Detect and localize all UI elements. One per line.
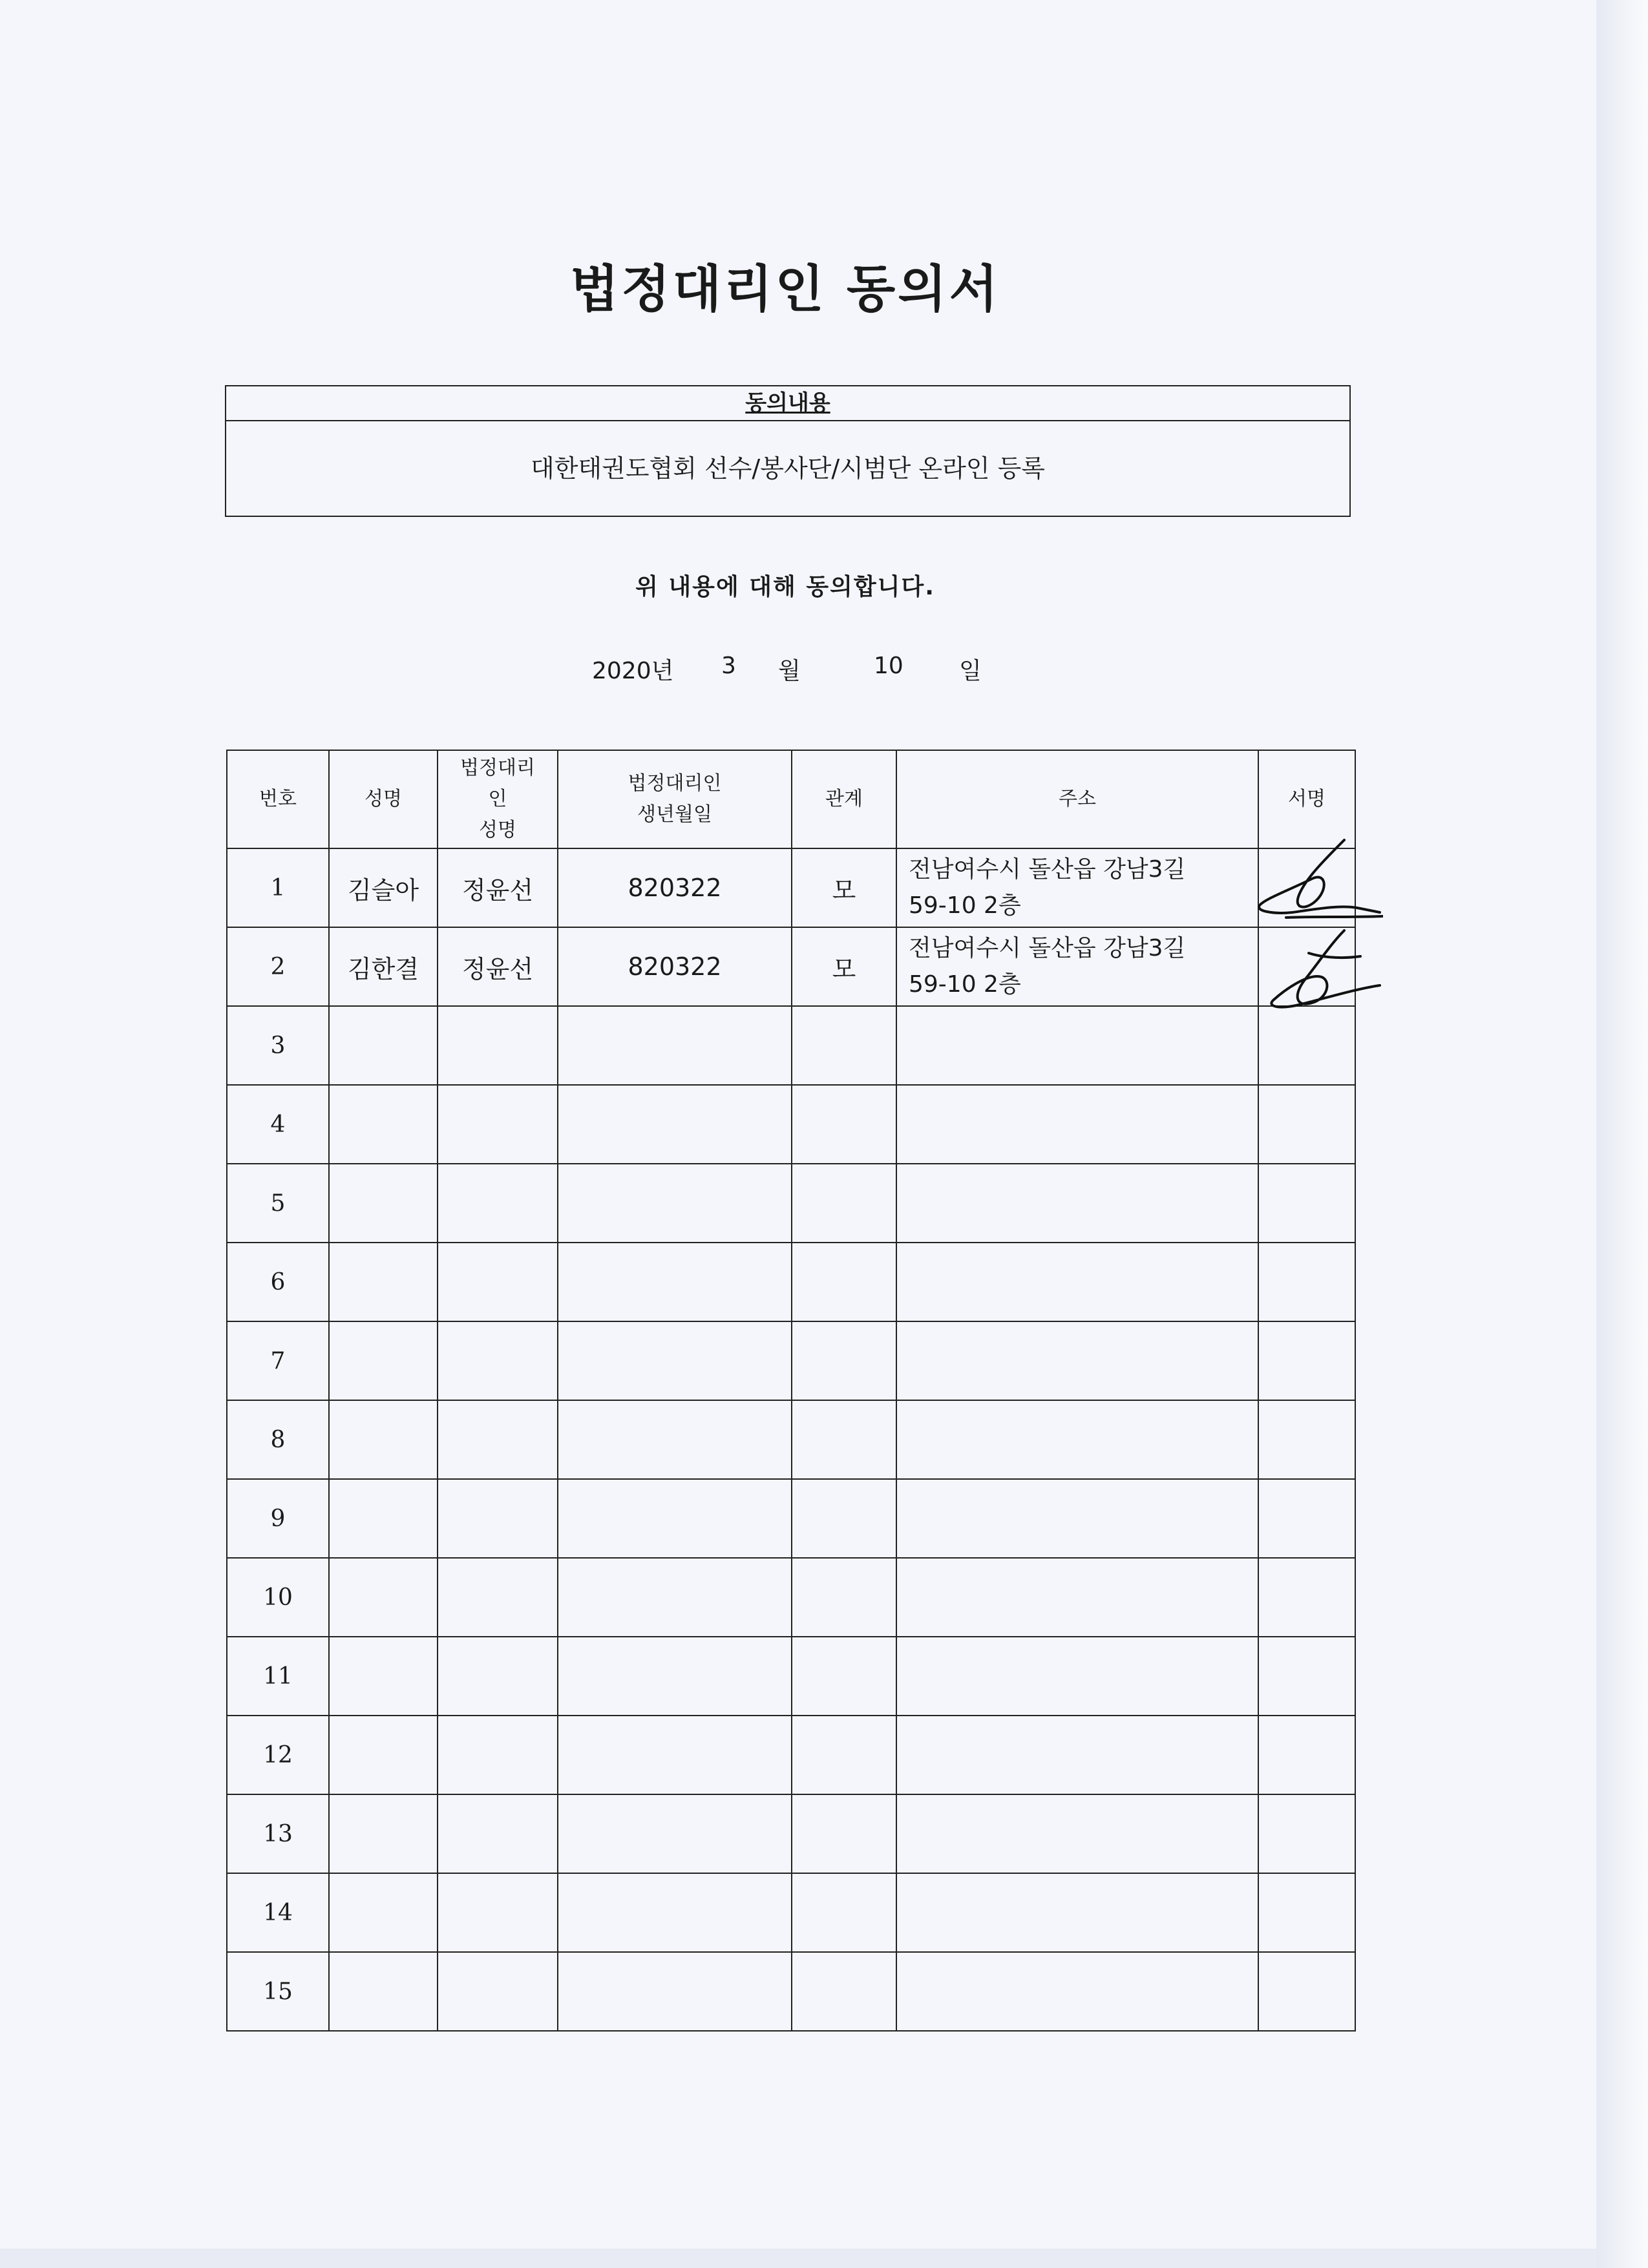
row-relation-cell [792, 1637, 896, 1716]
header-guardian-name-line2: 인 [488, 788, 507, 810]
table-body [227, 848, 1355, 2031]
row-address-line: 전남여수시 돌산읍 강남3길 [909, 856, 1186, 883]
row-guardian-birth-cell [558, 1321, 792, 1400]
table-row [227, 1716, 1355, 1794]
row-name-cell [329, 1873, 438, 1952]
row-name-cell [329, 1716, 438, 1794]
row-signature-cell [1258, 1321, 1355, 1400]
date-month: 3 [721, 653, 736, 679]
row-guardian-birth-cell [558, 1952, 792, 2031]
row-guardian-name-cell [438, 1085, 558, 1164]
date-month-unit: 월 [778, 658, 801, 684]
header-guardian-birth-line2: 생년월일 [637, 803, 712, 826]
table-row [227, 927, 1355, 1006]
header-guardian-name-line1: 법정대리 [460, 757, 535, 779]
header-signature: 서명 [1258, 750, 1355, 848]
row-address-cell [896, 1637, 1258, 1716]
row-guardian-name-cell [438, 1637, 558, 1716]
row-guardian-birth-cell: 820322 [558, 927, 792, 1006]
row-address-cell [896, 1006, 1258, 1085]
table-row [227, 1164, 1355, 1243]
row-relation-cell [792, 1164, 896, 1243]
header-relation: 관계 [792, 750, 896, 848]
row-guardian-name-cell [438, 1243, 558, 1321]
header-guardian-name-line3: 성명 [479, 819, 516, 841]
row-relation-cell: 모 [792, 848, 896, 927]
row-guardian-birth-cell [558, 1164, 792, 1243]
row-name-cell [329, 1321, 438, 1400]
table-row [227, 1321, 1355, 1400]
row-no-cell: 10 [227, 1558, 329, 1637]
row-no-cell: 7 [227, 1321, 329, 1400]
row-name-cell: 김한결 [329, 927, 438, 1006]
row-no-cell: 13 [227, 1794, 329, 1873]
table-row [227, 1952, 1355, 2031]
row-name-cell [329, 1006, 438, 1085]
row-address-cell [896, 1873, 1258, 1952]
row-address-line: 전남여수시 돌산읍 강남3길 [909, 935, 1186, 961]
row-signature-cell [1258, 1558, 1355, 1637]
row-guardian-name-cell [438, 1006, 558, 1085]
row-address-cell [896, 1243, 1258, 1321]
row-address-line: 59-10 2층 [909, 892, 1021, 919]
date-day-unit: 일 [959, 658, 982, 684]
row-address-cell [896, 848, 1258, 927]
header-name: 성명 [329, 750, 438, 848]
row-address-cell [896, 1321, 1258, 1400]
date-year: 2020년 [592, 658, 674, 684]
row-name-cell [329, 1558, 438, 1637]
header-no: 번호 [227, 750, 329, 848]
row-name-cell [329, 1794, 438, 1873]
row-no-cell: 14 [227, 1873, 329, 1952]
row-name-cell [329, 1479, 438, 1558]
table-row [227, 1400, 1355, 1479]
row-address-cell [896, 1558, 1258, 1637]
row-guardian-birth-cell [558, 1558, 792, 1637]
row-guardian-birth-cell: 820322 [558, 848, 792, 927]
table-row [227, 1006, 1355, 1085]
row-guardian-name-cell: 정윤선 [438, 848, 558, 927]
row-signature-cell [1258, 1716, 1355, 1794]
row-guardian-birth-cell [558, 1085, 792, 1164]
row-address-cell [896, 1164, 1258, 1243]
table-row [227, 1479, 1355, 1558]
header-guardian-birth [558, 750, 792, 848]
row-no-cell: 5 [227, 1164, 329, 1243]
row-relation-cell [792, 1085, 896, 1164]
row-no-cell: 11 [227, 1637, 329, 1716]
consent-heading: 동의내용 [745, 390, 830, 416]
row-no-cell: 1 [227, 848, 329, 927]
row-address-line: 59-10 2층 [909, 971, 1021, 998]
row-guardian-birth-cell [558, 1716, 792, 1794]
row-name-cell [329, 1243, 438, 1321]
row-guardian-name-cell [438, 1873, 558, 1952]
row-relation-cell [792, 1006, 896, 1085]
row-relation-cell [792, 1479, 896, 1558]
header-row [227, 750, 1355, 848]
row-guardian-name-cell [438, 1952, 558, 2031]
row-relation-cell [792, 1400, 896, 1479]
row-address-cell [896, 1716, 1258, 1794]
consent-content: 대한태권도협회 선수/봉사단/시범단 온라인 등록 [530, 454, 1045, 483]
consent-heading-cell [226, 386, 1349, 421]
row-guardian-birth-cell [558, 1400, 792, 1479]
row-relation-cell [792, 1716, 896, 1794]
row-relation-cell: 모 [792, 927, 896, 1006]
row-address-cell [896, 1400, 1258, 1479]
row-name-cell [329, 1952, 438, 2031]
row-relation-cell [792, 1952, 896, 2031]
row-signature-cell [1258, 1243, 1355, 1321]
header-address: 주소 [896, 750, 1258, 848]
row-no-cell: 3 [227, 1006, 329, 1085]
row-signature-cell [1258, 1400, 1355, 1479]
row-address-cell [896, 1952, 1258, 2031]
row-relation-cell [792, 1243, 896, 1321]
row-name-cell [329, 1400, 438, 1479]
document-title: 법정대리인 동의서 [570, 260, 1000, 319]
row-guardian-birth-cell [558, 1479, 792, 1558]
table-row [227, 1873, 1355, 1952]
row-no-cell: 8 [227, 1400, 329, 1479]
handwritten-signature [1247, 834, 1383, 1021]
row-signature-cell [1258, 1637, 1355, 1716]
row-address-cell [896, 927, 1258, 1006]
row-signature-cell [1258, 1794, 1355, 1873]
agree-statement: 위 내용에 대해 동의합니다. [635, 574, 935, 600]
row-name-cell [329, 1637, 438, 1716]
scan-edge-shadow [1596, 0, 1648, 2268]
table-row [227, 1243, 1355, 1321]
row-relation-cell [792, 1873, 896, 1952]
row-no-cell: 2 [227, 927, 329, 1006]
row-signature-cell [1258, 1952, 1355, 2031]
row-no-cell: 12 [227, 1716, 329, 1794]
row-relation-cell [792, 1321, 896, 1400]
row-guardian-name-cell [438, 1400, 558, 1479]
row-guardian-name-cell [438, 1794, 558, 1873]
signature-table [226, 750, 1356, 2032]
row-address-cell [896, 1085, 1258, 1164]
row-signature-cell [1258, 1085, 1355, 1164]
row-guardian-name-cell: 정윤선 [438, 927, 558, 1006]
row-guardian-birth-cell [558, 1243, 792, 1321]
row-guardian-name-cell [438, 1164, 558, 1243]
row-guardian-name-cell [438, 1479, 558, 1558]
header-guardian-birth-line1: 법정대리인 [628, 772, 722, 795]
table-row [227, 1794, 1355, 1873]
row-address-cell [896, 1794, 1258, 1873]
row-relation-cell [792, 1558, 896, 1637]
row-name-cell: 김슬아 [329, 848, 438, 927]
table-row [227, 1637, 1355, 1716]
row-name-cell [329, 1085, 438, 1164]
header-guardian-name [438, 750, 558, 848]
row-signature-cell [1258, 1479, 1355, 1558]
row-signature-cell [1258, 1164, 1355, 1243]
row-guardian-birth-cell [558, 1006, 792, 1085]
row-no-cell: 4 [227, 1085, 329, 1164]
row-guardian-name-cell [438, 1558, 558, 1637]
row-guardian-birth-cell [558, 1873, 792, 1952]
table-row [227, 848, 1355, 927]
row-guardian-name-cell [438, 1716, 558, 1794]
row-no-cell: 15 [227, 1952, 329, 2031]
row-name-cell [329, 1164, 438, 1243]
scan-bottom-edge [0, 2249, 1596, 2268]
row-signature-cell [1258, 1873, 1355, 1952]
row-relation-cell [792, 1794, 896, 1873]
row-guardian-birth-cell [558, 1637, 792, 1716]
table-row [227, 1558, 1355, 1637]
row-guardian-name-cell [438, 1321, 558, 1400]
row-no-cell: 6 [227, 1243, 329, 1321]
row-guardian-birth-cell [558, 1794, 792, 1873]
row-address-cell [896, 1479, 1258, 1558]
date-day: 10 [874, 653, 903, 679]
row-no-cell: 9 [227, 1479, 329, 1558]
consent-box [225, 385, 1351, 517]
table-row [227, 1085, 1355, 1164]
